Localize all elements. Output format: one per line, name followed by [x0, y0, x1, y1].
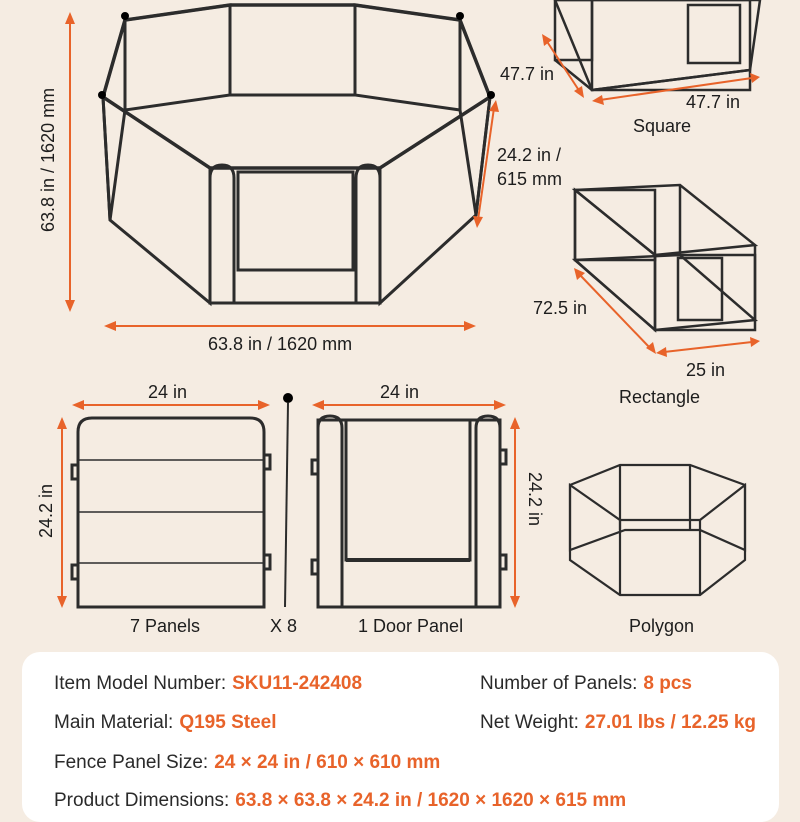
- spec-value: Q195 Steel: [179, 712, 277, 733]
- pins-caption: X 8: [270, 616, 298, 636]
- rectangle-pen: [575, 185, 755, 330]
- spec-key: Main Material:: [54, 712, 174, 733]
- door-width-label: 24 in: [380, 382, 420, 402]
- spec-model: [54, 673, 362, 695]
- spec-panels: [480, 673, 692, 695]
- main-height-arrow: [65, 12, 75, 312]
- door-panel: [312, 416, 506, 607]
- main-panel-height-label-1: 24.2 in /: [497, 145, 562, 165]
- square-pen: [555, 0, 760, 90]
- panel-height-arrow: [57, 417, 67, 608]
- spec-key: Net Weight:: [480, 712, 579, 733]
- polygon-title: Polygon: [629, 616, 695, 636]
- spec-value: 27.01 lbs / 12.25 kg: [584, 712, 757, 733]
- spec-value: 8 pcs: [643, 673, 692, 694]
- spec-key: Number of Panels:: [480, 673, 638, 694]
- panel-width-label: 24 in: [148, 382, 188, 402]
- door-height-label: 24.2 in: [525, 472, 545, 527]
- rect-title: Rectangle: [619, 387, 701, 407]
- panel-height-label: 24.2 in: [36, 483, 56, 538]
- square-left-label: 47.7 in: [500, 64, 555, 84]
- spec-value: 24 × 24 in / 610 × 610 mm: [214, 752, 441, 773]
- square-title: Square: [633, 116, 692, 136]
- square-right-label: 47.7 in: [686, 92, 741, 112]
- spec-key: Item Model Number:: [54, 673, 227, 694]
- rect-short-label: 25 in: [686, 360, 726, 380]
- spec-dimensions: [54, 790, 626, 812]
- panels-caption: 7 Panels: [130, 616, 201, 636]
- spec-value: 63.8 × 63.8 × 24.2 in / 1620 × 1620 × 615 mm: [235, 790, 627, 811]
- spec-key: Product Dimensions:: [54, 790, 230, 811]
- spec-material: [54, 712, 277, 734]
- door-height-arrow: [510, 417, 520, 608]
- spec-panel-size: [54, 752, 440, 774]
- main-octagon-pen: [98, 5, 495, 303]
- main-width-arrow: [104, 321, 476, 331]
- door-caption: 1 Door Panel: [358, 616, 464, 636]
- spec-value: SKU11-242408: [232, 673, 363, 694]
- spec-key: Fence Panel Size:: [54, 752, 209, 773]
- single-panel: [72, 418, 270, 607]
- main-panel-height-label-2: 615 mm: [497, 169, 563, 189]
- spec-weight: [480, 712, 756, 734]
- connecting-pin: [283, 393, 293, 607]
- main-width-label: 63.8 in / 1620 mm: [208, 334, 353, 354]
- rect-long-label: 72.5 in: [533, 298, 588, 318]
- rect-short-arrow: [656, 337, 760, 357]
- polygon-pen: [570, 465, 745, 595]
- main-height-label: 63.8 in / 1620 mm: [38, 87, 58, 232]
